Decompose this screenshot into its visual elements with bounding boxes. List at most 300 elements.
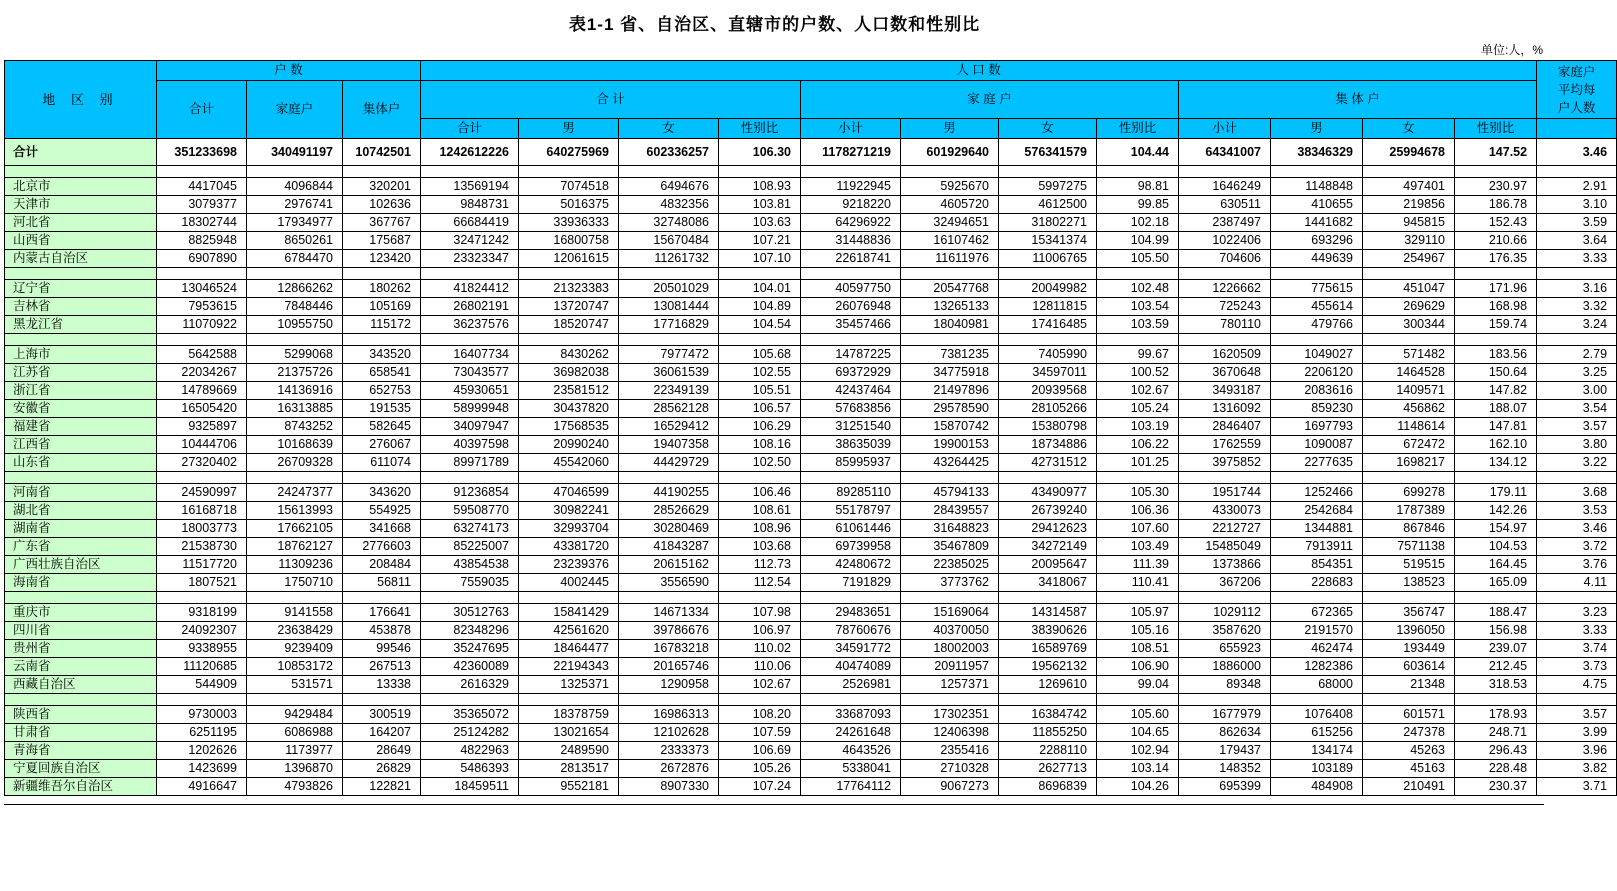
value-cell: 20501029 [619, 280, 719, 298]
value-cell: 867846 [1363, 520, 1455, 538]
region-cell: 青海省 [5, 742, 157, 760]
value-cell: 102.94 [1097, 742, 1179, 760]
value-cell: 230.97 [1455, 178, 1537, 196]
value-cell: 1344881 [1271, 520, 1363, 538]
value-cell: 103.14 [1097, 760, 1179, 778]
value-cell: 640275969 [519, 139, 619, 166]
table-row [5, 502, 1617, 520]
value-cell [1271, 166, 1363, 178]
value-cell: 108.20 [719, 706, 801, 724]
value-cell: 945815 [1363, 214, 1455, 232]
value-cell: 22385025 [901, 556, 999, 574]
value-cell [1097, 592, 1179, 604]
value-cell: 239.07 [1455, 640, 1537, 658]
value-cell: 188.47 [1455, 604, 1537, 622]
value-cell [1179, 334, 1271, 346]
value-cell: 3556590 [619, 574, 719, 592]
value-cell: 57683856 [801, 400, 901, 418]
value-cell: 123420 [343, 250, 421, 268]
value-cell [1271, 592, 1363, 604]
value-cell: 3.46 [1537, 139, 1617, 166]
table-row [5, 316, 1617, 334]
value-cell: 1441682 [1271, 214, 1363, 232]
header-avg-household-size [1537, 61, 1617, 119]
table-row [5, 418, 1617, 436]
value-cell: 343620 [343, 484, 421, 502]
table-row [5, 346, 1617, 364]
value-cell: 3.99 [1537, 724, 1617, 742]
header-pop-total-ratio: 性别比 [719, 119, 801, 139]
value-cell: 1173977 [247, 742, 343, 760]
value-cell: 26076948 [801, 298, 901, 316]
value-cell: 134174 [1271, 742, 1363, 760]
value-cell: 9141558 [247, 604, 343, 622]
value-cell: 148352 [1179, 760, 1271, 778]
value-cell [619, 592, 719, 604]
value-cell: 107.24 [719, 778, 801, 796]
value-cell: 254967 [1363, 250, 1455, 268]
table-spacer-row [5, 268, 1617, 280]
value-cell: 26829 [343, 760, 421, 778]
value-cell: 2846407 [1179, 418, 1271, 436]
value-cell: 5925670 [901, 178, 999, 196]
value-cell: 1423699 [157, 760, 247, 778]
value-cell: 16407734 [421, 346, 519, 364]
value-cell [343, 334, 421, 346]
value-cell: 35365072 [421, 706, 519, 724]
value-cell [1363, 472, 1455, 484]
region-cell: 云南省 [5, 658, 157, 676]
region-cell: 江苏省 [5, 364, 157, 382]
value-cell: 147.52 [1455, 139, 1537, 166]
value-cell: 99.67 [1097, 346, 1179, 364]
value-cell [1363, 166, 1455, 178]
value-cell: 780110 [1179, 316, 1271, 334]
value-cell [1455, 334, 1537, 346]
value-cell: 19407358 [619, 436, 719, 454]
value-cell: 1677979 [1179, 706, 1271, 724]
value-cell: 103.54 [1097, 298, 1179, 316]
value-cell: 13720747 [519, 298, 619, 316]
value-cell: 7977472 [619, 346, 719, 364]
value-cell: 45263 [1363, 742, 1455, 760]
value-cell: 1750710 [247, 574, 343, 592]
value-cell: 18003773 [157, 520, 247, 538]
value-cell: 45163 [1363, 760, 1455, 778]
region-cell: 合计 [5, 139, 157, 166]
value-cell: 8696839 [999, 778, 1097, 796]
value-cell: 26709328 [247, 454, 343, 472]
region-cell: 辽宁省 [5, 280, 157, 298]
value-cell: 11309236 [247, 556, 343, 574]
value-cell: 69739958 [801, 538, 901, 556]
value-cell: 112.73 [719, 556, 801, 574]
value-cell: 7913911 [1271, 538, 1363, 556]
value-cell: 2616329 [421, 676, 519, 694]
value-cell: 4417045 [157, 178, 247, 196]
value-cell [1179, 592, 1271, 604]
value-cell: 1464528 [1363, 364, 1455, 382]
value-cell: 320201 [343, 178, 421, 196]
value-cell: 11855250 [999, 724, 1097, 742]
value-cell [1179, 694, 1271, 706]
value-cell: 544909 [157, 676, 247, 694]
value-cell: 105.68 [719, 346, 801, 364]
region-cell: 安徽省 [5, 400, 157, 418]
header-pop-total-sum: 合计 [421, 119, 519, 139]
value-cell: 7074518 [519, 178, 619, 196]
value-cell: 104.53 [1455, 538, 1537, 556]
value-cell: 2813517 [519, 760, 619, 778]
value-cell [157, 268, 247, 280]
value-cell: 105.60 [1097, 706, 1179, 724]
value-cell: 45930651 [421, 382, 519, 400]
value-cell: 103.59 [1097, 316, 1179, 334]
value-cell: 854351 [1271, 556, 1363, 574]
value-cell: 7191829 [801, 574, 901, 592]
value-cell: 28562128 [619, 400, 719, 418]
value-cell [1363, 592, 1455, 604]
value-cell: 725243 [1179, 298, 1271, 316]
value-cell: 247378 [1363, 724, 1455, 742]
value-cell: 33687093 [801, 706, 901, 724]
value-cell: 1029112 [1179, 604, 1271, 622]
value-cell: 27320402 [157, 454, 247, 472]
value-cell: 18378759 [519, 706, 619, 724]
header-households-collective: 集体户 [343, 81, 421, 139]
value-cell: 21348 [1363, 676, 1455, 694]
value-cell: 99546 [343, 640, 421, 658]
value-cell: 30437820 [519, 400, 619, 418]
value-cell: 7953615 [157, 298, 247, 316]
value-cell: 42561620 [519, 622, 619, 640]
value-cell: 1698217 [1363, 454, 1455, 472]
region-cell: 天津市 [5, 196, 157, 214]
value-cell: 3975852 [1179, 454, 1271, 472]
value-cell: 91236854 [421, 484, 519, 502]
value-cell: 36237576 [421, 316, 519, 334]
value-cell: 32471242 [421, 232, 519, 250]
value-cell: 13046524 [157, 280, 247, 298]
value-cell: 142.26 [1455, 502, 1537, 520]
region-cell: 山西省 [5, 232, 157, 250]
value-cell: 208484 [343, 556, 421, 574]
region-cell: 四川省 [5, 622, 157, 640]
value-cell [619, 472, 719, 484]
table-spacer-row [5, 592, 1617, 604]
value-cell: 175687 [343, 232, 421, 250]
value-cell: 2212727 [1179, 520, 1271, 538]
value-cell: 9067273 [901, 778, 999, 796]
value-cell: 15841429 [519, 604, 619, 622]
value-cell: 98.81 [1097, 178, 1179, 196]
value-cell: 108.96 [719, 520, 801, 538]
value-cell: 210491 [1363, 778, 1455, 796]
value-cell [247, 592, 343, 604]
value-cell: 1269610 [999, 676, 1097, 694]
value-cell: 8430262 [519, 346, 619, 364]
value-cell: 34597011 [999, 364, 1097, 382]
value-cell [1455, 694, 1537, 706]
header-avg-line1: 家庭户 [1557, 64, 1596, 79]
value-cell: 110.41 [1097, 574, 1179, 592]
region-cell: 山东省 [5, 454, 157, 472]
value-cell: 6494676 [619, 178, 719, 196]
value-cell: 2.91 [1537, 178, 1617, 196]
region-cell: 湖北省 [5, 502, 157, 520]
value-cell: 479766 [1271, 316, 1363, 334]
value-cell: 110.02 [719, 640, 801, 658]
value-cell: 106.97 [719, 622, 801, 640]
value-cell: 20939568 [999, 382, 1097, 400]
value-cell: 17662105 [247, 520, 343, 538]
value-cell: 3079377 [157, 196, 247, 214]
value-cell: 21497896 [901, 382, 999, 400]
value-cell: 102.67 [1097, 382, 1179, 400]
value-cell: 25994678 [1363, 139, 1455, 166]
value-cell: 484908 [1271, 778, 1363, 796]
value-cell: 2489590 [519, 742, 619, 760]
header-region: 地 区 别 [5, 61, 157, 139]
value-cell: 59508770 [421, 502, 519, 520]
value-cell [719, 166, 801, 178]
value-cell: 42437464 [801, 382, 901, 400]
value-cell [247, 268, 343, 280]
value-cell: 28526629 [619, 502, 719, 520]
table-row [5, 604, 1617, 622]
value-cell: 14314587 [999, 604, 1097, 622]
value-cell [719, 694, 801, 706]
value-cell: 1697793 [1271, 418, 1363, 436]
value-cell [901, 268, 999, 280]
value-cell: 611074 [343, 454, 421, 472]
value-cell: 4.11 [1537, 574, 1617, 592]
value-cell: 1325371 [519, 676, 619, 694]
value-cell: 44190255 [619, 484, 719, 502]
value-cell: 12866262 [247, 280, 343, 298]
header-pop-family-female: 女 [999, 119, 1097, 139]
value-cell [519, 472, 619, 484]
value-cell: 601571 [1363, 706, 1455, 724]
header-pop-collective-group: 集 体 户 [1179, 81, 1537, 119]
value-cell: 18302744 [157, 214, 247, 232]
value-cell: 188.07 [1455, 400, 1537, 418]
value-cell: 35457466 [801, 316, 901, 334]
value-cell: 2526981 [801, 676, 901, 694]
value-cell: 43490977 [999, 484, 1097, 502]
value-cell [801, 694, 901, 706]
value-cell: 23638429 [247, 622, 343, 640]
value-cell: 147.82 [1455, 382, 1537, 400]
value-cell: 23239376 [519, 556, 619, 574]
value-cell [421, 694, 519, 706]
value-cell: 107.98 [719, 604, 801, 622]
value-cell: 18040981 [901, 316, 999, 334]
value-cell: 105.30 [1097, 484, 1179, 502]
value-cell: 176.35 [1455, 250, 1537, 268]
value-cell: 18520747 [519, 316, 619, 334]
table-row [5, 778, 1617, 796]
table-row [5, 454, 1617, 472]
value-cell: 23581512 [519, 382, 619, 400]
region-cell: 北京市 [5, 178, 157, 196]
value-cell: 4096844 [247, 178, 343, 196]
value-cell [1537, 592, 1617, 604]
value-cell: 1148614 [1363, 418, 1455, 436]
value-cell: 2206120 [1271, 364, 1363, 382]
table-row [5, 364, 1617, 382]
value-cell [1097, 472, 1179, 484]
value-cell: 3.54 [1537, 400, 1617, 418]
value-cell: 10168639 [247, 436, 343, 454]
value-cell: 554925 [343, 502, 421, 520]
value-cell: 20095647 [999, 556, 1097, 574]
header-pop-collective-female: 女 [1363, 119, 1455, 139]
value-cell: 16783218 [619, 640, 719, 658]
value-cell [343, 166, 421, 178]
value-cell [343, 472, 421, 484]
region-cell: 河南省 [5, 484, 157, 502]
value-cell: 4612500 [999, 196, 1097, 214]
value-cell: 105.97 [1097, 604, 1179, 622]
table-row [5, 250, 1617, 268]
value-cell: 672365 [1271, 604, 1363, 622]
region-cell: 河北省 [5, 214, 157, 232]
value-cell [801, 592, 901, 604]
table-row [5, 556, 1617, 574]
region-cell [5, 166, 157, 178]
value-cell: 3.24 [1537, 316, 1617, 334]
value-cell: 107.60 [1097, 520, 1179, 538]
value-cell: 19562132 [999, 658, 1097, 676]
value-cell: 6251195 [157, 724, 247, 742]
value-cell [901, 166, 999, 178]
value-cell: 105.26 [719, 760, 801, 778]
value-cell: 42731512 [999, 454, 1097, 472]
value-cell [719, 268, 801, 280]
value-cell: 571482 [1363, 346, 1455, 364]
value-cell: 3.74 [1537, 640, 1617, 658]
value-cell [1363, 268, 1455, 280]
region-cell [5, 694, 157, 706]
value-cell: 3.32 [1537, 298, 1617, 316]
value-cell: 1226662 [1179, 280, 1271, 298]
value-cell: 3.33 [1537, 250, 1617, 268]
table-row [5, 706, 1617, 724]
value-cell: 3.53 [1537, 502, 1617, 520]
value-cell: 3.33 [1537, 622, 1617, 640]
value-cell: 18762127 [247, 538, 343, 556]
value-cell: 176641 [343, 604, 421, 622]
value-cell [1179, 166, 1271, 178]
value-cell: 3493187 [1179, 382, 1271, 400]
value-cell: 1762559 [1179, 436, 1271, 454]
header-pop-total-female: 女 [619, 119, 719, 139]
value-cell [999, 268, 1097, 280]
value-cell [1179, 268, 1271, 280]
value-cell [343, 592, 421, 604]
value-cell: 20049982 [999, 280, 1097, 298]
value-cell: 576341579 [999, 139, 1097, 166]
table-spacer-row [5, 334, 1617, 346]
value-cell: 12406398 [901, 724, 999, 742]
value-cell: 16168718 [157, 502, 247, 520]
value-cell [1271, 268, 1363, 280]
value-cell: 1316092 [1179, 400, 1271, 418]
value-cell: 30280469 [619, 520, 719, 538]
value-cell [519, 694, 619, 706]
value-cell [999, 166, 1097, 178]
value-cell: 21538730 [157, 538, 247, 556]
value-cell: 9239409 [247, 640, 343, 658]
value-cell: 11611976 [901, 250, 999, 268]
value-cell: 106.46 [719, 484, 801, 502]
value-cell: 89971789 [421, 454, 519, 472]
value-cell: 45542060 [519, 454, 619, 472]
value-cell: 3418067 [999, 574, 1097, 592]
value-cell: 104.99 [1097, 232, 1179, 250]
value-cell: 138523 [1363, 574, 1455, 592]
value-cell: 351233698 [157, 139, 247, 166]
value-cell: 704606 [1179, 250, 1271, 268]
value-cell: 47046599 [519, 484, 619, 502]
table-row [5, 574, 1617, 592]
value-cell: 3.76 [1537, 556, 1617, 574]
value-cell [999, 472, 1097, 484]
value-cell: 16529412 [619, 418, 719, 436]
value-cell: 343520 [343, 346, 421, 364]
table-row [5, 676, 1617, 694]
value-cell: 693296 [1271, 232, 1363, 250]
value-cell: 17716829 [619, 316, 719, 334]
table-row [5, 724, 1617, 742]
value-cell: 103.81 [719, 196, 801, 214]
value-cell: 89348 [1179, 676, 1271, 694]
value-cell: 3.71 [1537, 778, 1617, 796]
value-cell: 230.37 [1455, 778, 1537, 796]
value-cell: 367767 [343, 214, 421, 232]
value-cell: 1282386 [1271, 658, 1363, 676]
value-cell: 9429484 [247, 706, 343, 724]
value-cell: 73043577 [421, 364, 519, 382]
value-cell: 3670648 [1179, 364, 1271, 382]
value-cell: 69372929 [801, 364, 901, 382]
value-cell: 89285110 [801, 484, 901, 502]
value-cell: 102.18 [1097, 214, 1179, 232]
region-cell: 福建省 [5, 418, 157, 436]
table-spacer-row [5, 472, 1617, 484]
value-cell: 34591772 [801, 640, 901, 658]
value-cell: 22618741 [801, 250, 901, 268]
table-header [5, 61, 1617, 139]
value-cell: 672472 [1363, 436, 1455, 454]
value-cell: 6907890 [157, 250, 247, 268]
value-cell: 519515 [1363, 556, 1455, 574]
value-cell: 4793826 [247, 778, 343, 796]
value-cell: 3.25 [1537, 364, 1617, 382]
value-cell: 13265133 [901, 298, 999, 316]
value-cell [157, 592, 247, 604]
value-cell: 191535 [343, 400, 421, 418]
header-group-households: 户 数 [157, 61, 421, 81]
value-cell: 38346329 [1271, 139, 1363, 166]
value-cell: 15613993 [247, 502, 343, 520]
value-cell: 21375726 [247, 364, 343, 382]
value-cell: 9318199 [157, 604, 247, 622]
value-cell: 30512763 [421, 604, 519, 622]
value-cell [1455, 268, 1537, 280]
value-cell [999, 592, 1097, 604]
